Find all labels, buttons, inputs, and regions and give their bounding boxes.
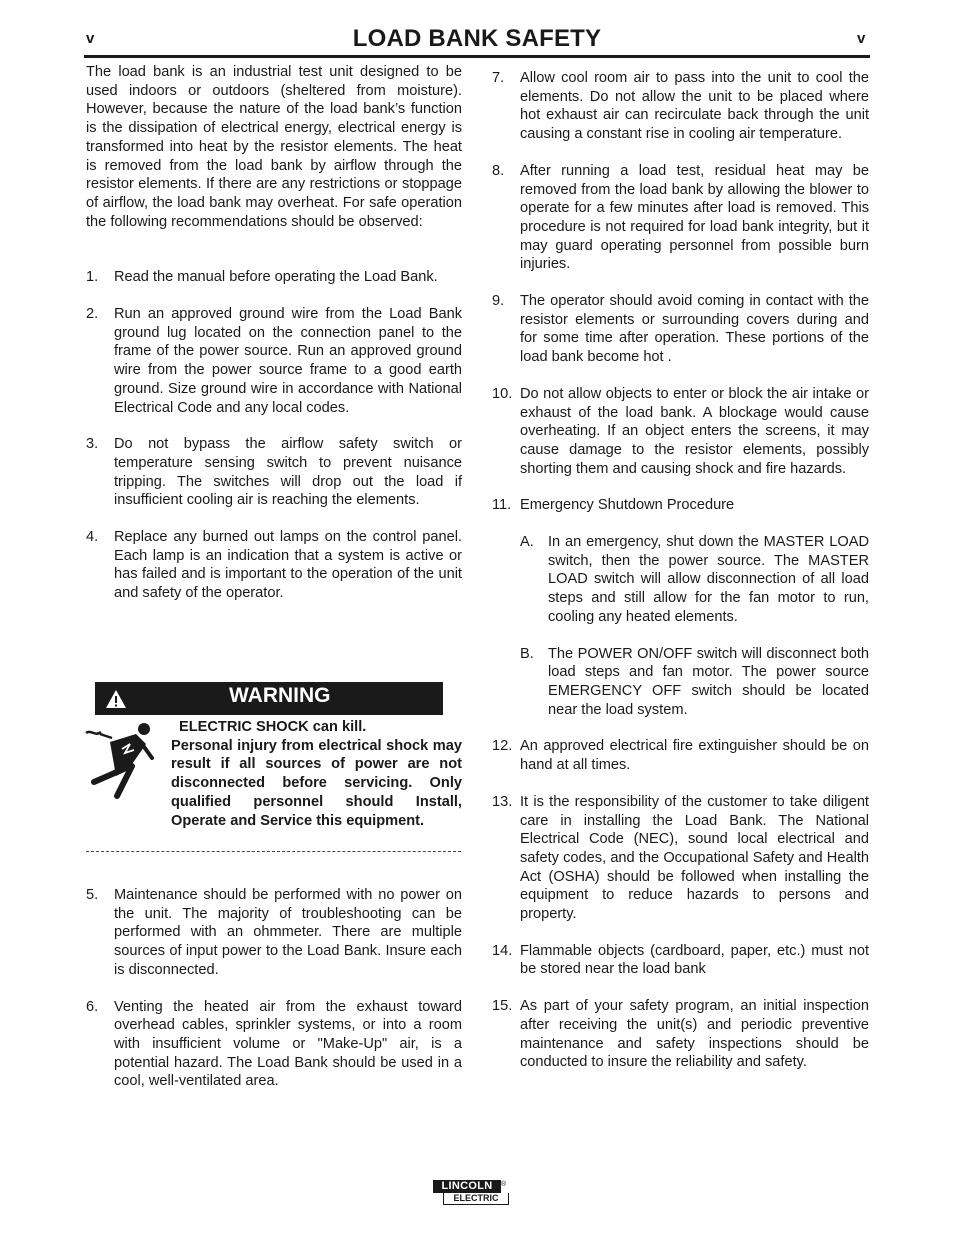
left-column-lower	[86, 886, 462, 1091]
list-item: 4. Replace any burned out lamps on the control panel. Each lamp is an indication that a system is active or has failed and is important to the operation of the unit and safety of the operator.	[86, 529, 462, 602]
sub-list-item: A. In an emergency, shut down the MASTER LOAD switch, then the power source. The MASTER LOAD switch will allow disconnection of all load steps and still allow for the fan motor to run, cooling any heated elements.	[520, 534, 869, 625]
list-item: 2. Run an approved ground wire from the Load Bank ground lug located on the connection panel to the frame of the power source. Run an approved ground wire from the power source frame to a good earth ground. Size ground wire in accordance with National Electrical Code and any local codes.	[86, 306, 462, 416]
list-item: 5. Maintenance should be performed with no power on the unit. The majority of troubleshooting can be performed with an ohmmeter. There are multiple sources of input power to the Load Bank. Insure each is disconnected.	[86, 887, 462, 978]
warning-triangle-icon	[105, 689, 127, 709]
warning-body: Personal injury from electrical shock may result if all sources of power are not disconnected before servicing. Only qualified personnel should Install, Operate and Service this equipment.	[171, 737, 462, 829]
electric-shock-icon	[82, 720, 158, 802]
list-item: 10. Do not allow objects to enter or block the air intake or exhaust of the load bank. A blockage would cause overheating. If an object enters the screens, it may cause damage to the resistor elements, possibly shorting them and causing shock and fire hazards.	[492, 385, 869, 477]
sub-list-item: B. The POWER ON/OFF switch will disconnect both load steps and fan motor. The power source EMERGENCY OFF switch should be located near the load system.	[520, 645, 869, 718]
list-item: 3. Do not bypass the airflow safety switch or temperature sensing switch to prevent nuisance tripping. The switches will drop out the load if insufficient cooling air is reaching the elements.	[86, 436, 462, 509]
list-item: 1. Read the manual before operating the Load Bank.	[86, 269, 438, 286]
header-page-right: v	[857, 30, 866, 47]
lincoln-electric-logo	[433, 1180, 509, 1205]
warning-text	[171, 718, 462, 830]
dashed-divider	[86, 851, 461, 852]
list-item: 8. After running a load test, residual heat may be removed from the load bank by allowing the blower to operate for a few minutes after load is removed. This procedure is not required for load bank integrity, but it may guard operating personnel from possible burn injuries.	[492, 162, 869, 273]
warning-label: WARNING	[229, 684, 331, 707]
list-item: 14. Flammable objects (cardboard, paper, etc.) must not be stored near the load bank	[492, 942, 869, 978]
registered-mark: ®	[501, 1181, 507, 1188]
left-column	[86, 63, 462, 603]
list-item: 6. Venting the heated air from the exhaust toward overhead cables, sprinkler systems, or into a room with insufficient volume or "Make-Up" air, is a potential hazard. The Load Bank should be used in a cool, well-ventilated area.	[86, 998, 462, 1090]
header-page-left: v	[86, 30, 95, 47]
list-item: 9. The operator should avoid coming in contact with the resistor elements or surrounding covers during and for some time after operation. These portions of the load bank become hot .	[492, 293, 869, 366]
list-item: 13. It is the responsibility of the customer to take diligent care in installing the Load Bank. The National Electrical Code (NEC), sound local electrical and safety codes, and the Occupational Safety and Health Act (OSHA) should be followed when installing the equipment to reduce hazards to persons and property.	[492, 793, 869, 923]
intro-paragraph: The load bank is an industrial test unit designed to be used indoors or outdoors (sheltered from moisture). However, because the nature of the load bank’s function is the dissipation of electrical energy, electrical energy is transformed into heat by the resistor elements. The heat is removed from the load bank by airflow through the resistor elements. If there are any restrictions or stoppage of airflow, the load bank may overheat. For safe operation the following recommendations should be observed:	[86, 64, 462, 230]
warning-heading: ELECTRIC SHOCK can kill.	[179, 719, 367, 735]
logo-top-text: LINCOLN	[433, 1180, 501, 1193]
header-rule	[84, 55, 870, 58]
right-column	[492, 69, 869, 1072]
logo-bottom-text: ELECTRIC	[443, 1193, 509, 1205]
page-title: LOAD BANK SAFETY	[352, 25, 602, 52]
list-item: 15. As part of your safety program, an initial inspection after receiving the unit(s) and periodic preventive maintenance and safety inspections should be conducted to insure the reliability and safety.	[492, 998, 869, 1071]
list-item: 12. An approved electrical fire extinguisher should be on hand at all times.	[492, 738, 869, 774]
list-item: 11. Emergency Shutdown Procedure	[492, 497, 735, 514]
list-item: 7. Allow cool room air to pass into the unit to cool the elements. Do not allow the unit to be placed where hot exhaust air can recirculate back through the unit causing a constant rise in cooling air temperature.	[492, 70, 869, 143]
